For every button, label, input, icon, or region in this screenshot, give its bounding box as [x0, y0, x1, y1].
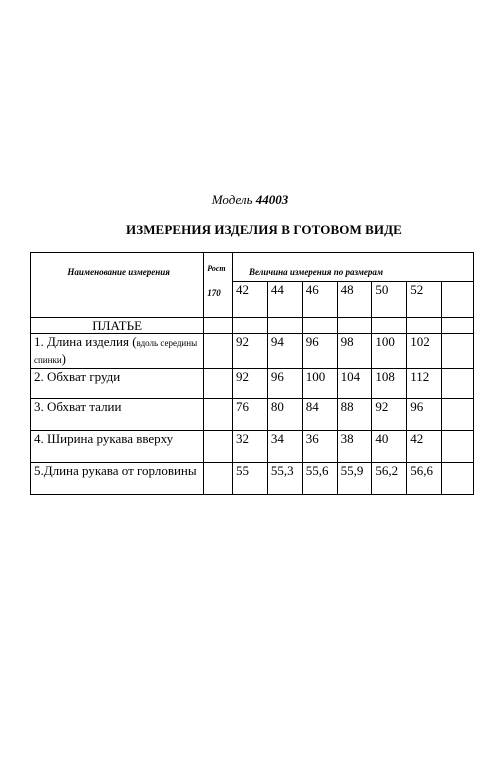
value-cell: 96: [302, 334, 337, 369]
value-cell: 55: [232, 463, 267, 495]
table-row: [31, 399, 474, 431]
size-header-cell: 46: [302, 282, 337, 318]
value-cell: 55,3: [267, 463, 302, 495]
rost-label: Рост: [207, 264, 226, 273]
empty-cell: [372, 318, 407, 334]
empty-cell: [442, 334, 474, 369]
value-cell: 88: [337, 399, 372, 431]
size-header-cell: 48: [337, 282, 372, 318]
size-header-cell: 42: [232, 282, 267, 318]
empty-cell: [204, 399, 233, 431]
empty-cell: [442, 399, 474, 431]
size-header-cell: 52: [407, 282, 442, 318]
value-cell: 56,6: [407, 463, 442, 495]
value-cell: 96: [267, 369, 302, 399]
empty-cell: [302, 318, 337, 334]
empty-cell: [204, 463, 233, 495]
page-title: ИЗМЕРЕНИЯ ИЗДЕЛИЯ В ГОТОВОМ ВИДЕ: [126, 222, 402, 237]
value-cell: 100: [372, 334, 407, 369]
empty-cell: [442, 282, 474, 318]
value-cell: 76: [232, 399, 267, 431]
empty-cell: [442, 463, 474, 495]
value-cell: 84: [302, 399, 337, 431]
model-number: 44003: [255, 192, 289, 207]
value-cell: 92: [372, 399, 407, 431]
row-name: 3. Обхват талии: [31, 399, 204, 431]
value-cell: 80: [267, 399, 302, 431]
section-title: ПЛАТЬЕ: [31, 318, 204, 334]
value-cell: 100: [302, 369, 337, 399]
empty-cell: [442, 369, 474, 399]
table-row: [31, 431, 474, 463]
name-header: Наименование измерения: [67, 267, 170, 277]
value-cell: 56,2: [372, 463, 407, 495]
row-name: 4. Ширина рукава вверху: [31, 431, 204, 463]
value-cell: 42: [407, 431, 442, 463]
table-row: [31, 369, 474, 399]
empty-cell: [337, 318, 372, 334]
size-header-cell: 44: [267, 282, 302, 318]
empty-cell: [232, 318, 267, 334]
empty-cell: [204, 369, 233, 399]
model-line: [0, 192, 500, 208]
value-cell: 36: [302, 431, 337, 463]
value-cell: 38: [337, 431, 372, 463]
value-cell: 96: [407, 399, 442, 431]
value-cell: 104: [337, 369, 372, 399]
name-header-cell: [31, 253, 204, 318]
value-cell: 108: [372, 369, 407, 399]
value-cell: 32: [232, 431, 267, 463]
value-cell: 112: [407, 369, 442, 399]
rost-header-cell: [204, 253, 233, 318]
table-row: [31, 334, 474, 369]
row-note: вдоль середины спинки: [34, 338, 198, 365]
model-label: Модель: [211, 192, 253, 207]
empty-cell: [442, 318, 474, 334]
value-cell: 92: [232, 369, 267, 399]
row-name: 1. Длина изделия (вдоль середины спинки): [31, 334, 204, 369]
measurements-table: [30, 252, 474, 495]
value-cell: 55,6: [302, 463, 337, 495]
value-cell: 40: [372, 431, 407, 463]
empty-cell: [204, 431, 233, 463]
row-name: 2. Обхват груди: [31, 369, 204, 399]
value-cell: 94: [267, 334, 302, 369]
empty-cell: [442, 431, 474, 463]
value-cell: 92: [232, 334, 267, 369]
empty-cell: [267, 318, 302, 334]
rost-value: 170: [207, 288, 221, 298]
empty-cell: [204, 318, 233, 334]
empty-cell: [407, 318, 442, 334]
table-row: [31, 463, 474, 495]
size-header-cell: 50: [372, 282, 407, 318]
size-group-header: Величина измерения по размерам: [232, 253, 473, 282]
row-name: 5.Длина рукава от горловины: [31, 463, 204, 495]
value-cell: 55,9: [337, 463, 372, 495]
empty-cell: [204, 334, 233, 369]
value-cell: 34: [267, 431, 302, 463]
value-cell: 98: [337, 334, 372, 369]
value-cell: 102: [407, 334, 442, 369]
